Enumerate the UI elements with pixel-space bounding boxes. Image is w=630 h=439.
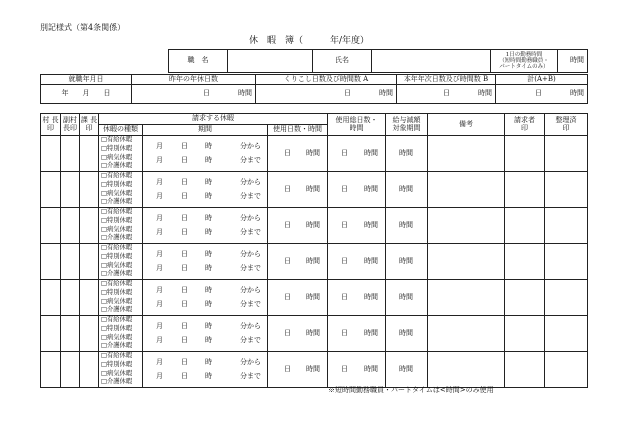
leave-type-checkbox[interactable]: □有給休暇 bbox=[101, 352, 133, 360]
period-from-text: 分から bbox=[240, 286, 261, 294]
period-from-text: 時 bbox=[205, 250, 212, 258]
record-row bbox=[41, 352, 588, 388]
period-from-text: 時 bbox=[205, 214, 212, 222]
requester-seal-cell[interactable] bbox=[505, 244, 545, 280]
salary-deduction-cell[interactable] bbox=[386, 280, 428, 316]
summary-header: 昨年の年休日数 bbox=[132, 75, 256, 85]
used-days-cell[interactable] bbox=[268, 316, 328, 352]
day-unit: 日 bbox=[284, 149, 291, 157]
period-cell[interactable] bbox=[143, 136, 268, 172]
period-from-text: 月 bbox=[156, 142, 163, 150]
used-days-cell[interactable] bbox=[268, 208, 328, 244]
deputy-chief-seal-cell[interactable] bbox=[61, 208, 80, 244]
hour-unit: 時間 bbox=[306, 293, 320, 301]
day-unit: 日 bbox=[284, 185, 291, 193]
requester-seal-cell[interactable] bbox=[505, 172, 545, 208]
period-to-text: 時 bbox=[205, 192, 212, 200]
leave-type-checkbox[interactable]: □特別休暇 bbox=[101, 288, 133, 296]
period-from-text: 分から bbox=[240, 178, 261, 186]
leave-type-checkbox[interactable]: □介護休暇 bbox=[101, 162, 133, 170]
period-to-text: 分まで bbox=[240, 336, 261, 344]
period-to-text: 時 bbox=[205, 300, 212, 308]
period-cell[interactable] bbox=[143, 244, 268, 280]
head-salary-deduction: 給与減額 対象期間 bbox=[386, 114, 428, 136]
work-hours-label: 1日の勤務時間 （短時間勤務職員・ パートタイムのみ） bbox=[491, 50, 558, 73]
leave-type-checkbox[interactable]: □介護休暇 bbox=[101, 306, 133, 314]
period-to-text: 月 bbox=[156, 228, 163, 236]
salary-deduction-cell[interactable] bbox=[386, 208, 428, 244]
note-cell[interactable] bbox=[428, 280, 505, 316]
leave-type-checkbox[interactable]: □有給休暇 bbox=[101, 316, 133, 324]
period-to-text: 分まで bbox=[240, 156, 261, 164]
processed-seal-cell[interactable] bbox=[545, 208, 588, 244]
requester-seal-cell[interactable] bbox=[505, 208, 545, 244]
day-unit: 日 bbox=[284, 365, 291, 373]
summary-header: くりこし日数及び時間数 A bbox=[256, 75, 397, 85]
leave-type-checkbox[interactable]: □介護休暇 bbox=[101, 378, 133, 386]
work-hours-field[interactable]: 時間 bbox=[558, 50, 588, 73]
total-used-cell[interactable] bbox=[328, 280, 386, 316]
summary-header: 就職年月日 bbox=[41, 75, 132, 85]
leave-type-checkbox[interactable]: □病気休暇 bbox=[101, 333, 133, 341]
total-used-cell[interactable] bbox=[328, 352, 386, 388]
hour-unit: 時間 bbox=[364, 257, 379, 265]
period-to-text: 月 bbox=[156, 372, 163, 380]
note-cell[interactable] bbox=[428, 244, 505, 280]
requester-seal-cell[interactable] bbox=[505, 316, 545, 352]
period-to-text: 月 bbox=[156, 300, 163, 308]
hour-unit: 時間 bbox=[399, 257, 414, 265]
village-chief-seal-cell[interactable] bbox=[41, 208, 61, 244]
leave-type-checkbox[interactable]: □有給休暇 bbox=[101, 280, 133, 288]
used-days-cell[interactable] bbox=[268, 136, 328, 172]
village-chief-seal-cell[interactable] bbox=[41, 316, 61, 352]
head-used: 使用日数・時間 bbox=[268, 125, 328, 136]
period-from-text: 日 bbox=[181, 286, 188, 294]
total-used-cell[interactable] bbox=[328, 136, 386, 172]
hour-unit: 時間 bbox=[399, 365, 414, 373]
staff-info-table bbox=[168, 49, 588, 73]
period-from-text: 月 bbox=[156, 286, 163, 294]
village-chief-seal-cell[interactable] bbox=[41, 172, 61, 208]
period-to-text: 月 bbox=[156, 156, 163, 164]
record-row bbox=[41, 172, 588, 208]
leave-type-checkbox[interactable]: □有給休暇 bbox=[101, 172, 133, 180]
head-deputy-chief: 副村 長印 bbox=[61, 114, 80, 136]
day-unit: 日 bbox=[341, 185, 349, 193]
period-to-text: 時 bbox=[205, 228, 212, 236]
leave-type-checkbox[interactable]: □介護休暇 bbox=[101, 198, 133, 206]
leave-type-cell[interactable] bbox=[99, 172, 143, 208]
name-label: 氏名 bbox=[313, 50, 372, 73]
leave-summary-table bbox=[40, 74, 588, 104]
record-row bbox=[41, 244, 588, 280]
leave-type-cell[interactable] bbox=[99, 316, 143, 352]
day-unit: 日 bbox=[284, 257, 291, 265]
hour-unit: 時間 bbox=[399, 329, 414, 337]
total-used-cell[interactable] bbox=[328, 244, 386, 280]
period-from-text: 月 bbox=[156, 214, 163, 222]
period-from-text: 日 bbox=[181, 142, 188, 150]
section-chief-seal-cell[interactable] bbox=[80, 280, 99, 316]
period-to-text: 日 bbox=[181, 336, 188, 344]
period-from-text: 時 bbox=[205, 142, 212, 150]
leave-type-cell[interactable] bbox=[99, 244, 143, 280]
section-chief-seal-cell[interactable] bbox=[80, 316, 99, 352]
hour-unit: 時間 bbox=[364, 329, 379, 337]
hour-unit: 時間 bbox=[306, 329, 320, 337]
period-to-text: 分まで bbox=[240, 264, 261, 272]
deputy-chief-seal-cell[interactable] bbox=[61, 136, 80, 172]
deputy-chief-seal-cell[interactable] bbox=[61, 280, 80, 316]
processed-seal-cell[interactable] bbox=[545, 172, 588, 208]
record-row bbox=[41, 316, 588, 352]
period-from-text: 月 bbox=[156, 322, 163, 330]
period-from-text: 分から bbox=[240, 250, 261, 258]
day-unit: 日 bbox=[341, 293, 349, 301]
hour-unit: 時間 bbox=[306, 257, 320, 265]
village-chief-seal-cell[interactable] bbox=[41, 244, 61, 280]
period-from-text: 時 bbox=[205, 358, 212, 366]
leave-type-cell[interactable] bbox=[99, 136, 143, 172]
leave-type-checkbox[interactable]: □有給休暇 bbox=[101, 244, 133, 252]
period-to-text: 分まで bbox=[240, 300, 261, 308]
record-row bbox=[41, 280, 588, 316]
period-from-text: 月 bbox=[156, 250, 163, 258]
hour-unit: 時間 bbox=[306, 149, 320, 157]
summary-header: 本年年次日数及び時間数 B bbox=[397, 75, 496, 85]
leave-type-cell[interactable] bbox=[99, 208, 143, 244]
note-cell[interactable] bbox=[428, 352, 505, 388]
leave-type-checkbox[interactable]: □特別休暇 bbox=[101, 324, 133, 332]
leave-type-cell[interactable] bbox=[99, 352, 143, 388]
period-to-text: 日 bbox=[181, 372, 188, 380]
salary-deduction-cell[interactable] bbox=[386, 352, 428, 388]
period-to-text: 月 bbox=[156, 192, 163, 200]
period-to-text: 日 bbox=[181, 192, 188, 200]
total-used-cell[interactable] bbox=[328, 316, 386, 352]
total-used-cell[interactable] bbox=[328, 172, 386, 208]
period-to-text: 日 bbox=[181, 156, 188, 164]
period-from-text: 分から bbox=[240, 358, 261, 366]
village-chief-seal-cell[interactable] bbox=[41, 280, 61, 316]
head-village-chief: 村 長 印 bbox=[41, 114, 61, 136]
period-from-text: 日 bbox=[181, 322, 188, 330]
head-total-used: 使用総日数・ 時間 bbox=[328, 114, 386, 136]
processed-seal-cell[interactable] bbox=[545, 352, 588, 388]
head-leave-type: 休暇の種類 bbox=[99, 125, 143, 136]
leave-type-checkbox[interactable]: □病気休暇 bbox=[101, 369, 133, 377]
salary-deduction-cell[interactable] bbox=[386, 316, 428, 352]
last-year-days-field[interactable]: 日 時間 bbox=[132, 85, 256, 104]
leave-type-checkbox[interactable]: □病気休暇 bbox=[101, 297, 133, 305]
day-unit: 日 bbox=[341, 257, 349, 265]
day-unit: 日 bbox=[341, 365, 349, 373]
deputy-chief-seal-cell[interactable] bbox=[61, 172, 80, 208]
processed-seal-cell[interactable] bbox=[545, 244, 588, 280]
processed-seal-cell[interactable] bbox=[545, 316, 588, 352]
used-days-cell[interactable] bbox=[268, 244, 328, 280]
period-from-text: 月 bbox=[156, 178, 163, 186]
requester-seal-cell[interactable] bbox=[505, 136, 545, 172]
leave-type-cell[interactable] bbox=[99, 280, 143, 316]
leave-type-checkbox[interactable]: □有給休暇 bbox=[101, 136, 133, 144]
page-title: 休 暇 簿（ 年/年度） bbox=[249, 36, 370, 46]
leave-type-checkbox[interactable]: □病気休暇 bbox=[101, 261, 133, 269]
leave-type-checkbox[interactable]: □特別休暇 bbox=[101, 360, 133, 368]
leave-type-checkbox[interactable]: □病気休暇 bbox=[101, 225, 133, 233]
period-to-text: 日 bbox=[181, 264, 188, 272]
deputy-chief-seal-cell[interactable] bbox=[61, 316, 80, 352]
total-field[interactable]: 日 時間 bbox=[496, 85, 588, 104]
form-label: 別記様式（第4条関係） bbox=[40, 23, 126, 32]
day-unit: 日 bbox=[341, 329, 349, 337]
record-row bbox=[41, 208, 588, 244]
processed-seal-cell[interactable] bbox=[545, 136, 588, 172]
footnote: ※短時間勤務職員・パートタイムは<時間>のみ使用 bbox=[328, 386, 494, 394]
leave-type-checkbox[interactable]: □病気休暇 bbox=[101, 153, 133, 161]
section-chief-seal-cell[interactable] bbox=[80, 172, 99, 208]
head-processed-seal: 整理済 印 bbox=[545, 114, 588, 136]
period-from-text: 時 bbox=[205, 322, 212, 330]
period-to-text: 日 bbox=[181, 228, 188, 236]
period-cell[interactable] bbox=[143, 208, 268, 244]
salary-deduction-cell[interactable] bbox=[386, 136, 428, 172]
period-to-text: 分まで bbox=[240, 372, 261, 380]
leave-type-checkbox[interactable]: □特別休暇 bbox=[101, 180, 133, 188]
record-row bbox=[41, 136, 588, 172]
period-from-text: 日 bbox=[181, 358, 188, 366]
day-unit: 日 bbox=[284, 293, 291, 301]
leave-type-checkbox[interactable]: □介護休暇 bbox=[101, 270, 133, 278]
section-chief-seal-cell[interactable] bbox=[80, 352, 99, 388]
hire-date-field[interactable]: 年 月 日 bbox=[41, 85, 132, 104]
hour-unit: 時間 bbox=[399, 185, 414, 193]
used-days-cell[interactable] bbox=[268, 280, 328, 316]
period-from-text: 月 bbox=[156, 358, 163, 366]
head-requester-seal: 請求者 印 bbox=[505, 114, 545, 136]
section-chief-seal-cell[interactable] bbox=[80, 244, 99, 280]
hour-unit: 時間 bbox=[306, 365, 320, 373]
period-cell[interactable] bbox=[143, 352, 268, 388]
period-to-text: 月 bbox=[156, 336, 163, 344]
carryover-field[interactable]: 日 時間 bbox=[256, 85, 397, 104]
period-to-text: 時 bbox=[205, 264, 212, 272]
hour-unit: 時間 bbox=[364, 221, 379, 229]
head-period: 期間 bbox=[143, 125, 268, 136]
village-chief-seal-cell[interactable] bbox=[41, 136, 61, 172]
period-to-text: 時 bbox=[205, 372, 212, 380]
leave-type-checkbox[interactable]: □介護休暇 bbox=[101, 234, 133, 242]
used-days-cell[interactable] bbox=[268, 172, 328, 208]
section-chief-seal-cell[interactable] bbox=[80, 136, 99, 172]
hour-unit: 時間 bbox=[364, 293, 379, 301]
period-cell[interactable] bbox=[143, 316, 268, 352]
period-from-text: 時 bbox=[205, 178, 212, 186]
head-section-chief: 課 長 印 bbox=[80, 114, 99, 136]
position-field[interactable] bbox=[228, 50, 313, 73]
period-to-text: 時 bbox=[205, 156, 212, 164]
salary-deduction-cell[interactable] bbox=[386, 172, 428, 208]
hour-unit: 時間 bbox=[399, 149, 414, 157]
note-cell[interactable] bbox=[428, 208, 505, 244]
leave-type-checkbox[interactable]: □介護休暇 bbox=[101, 342, 133, 350]
period-from-text: 分から bbox=[240, 322, 261, 330]
leave-type-checkbox[interactable]: □特別休暇 bbox=[101, 252, 133, 260]
hour-unit: 時間 bbox=[364, 365, 379, 373]
village-chief-seal-cell[interactable] bbox=[41, 352, 61, 388]
day-unit: 日 bbox=[341, 149, 349, 157]
hour-unit: 時間 bbox=[399, 293, 414, 301]
period-from-text: 日 bbox=[181, 214, 188, 222]
head-request-group: 請求する休暇 bbox=[99, 114, 328, 125]
leave-type-checkbox[interactable]: □有給休暇 bbox=[101, 208, 133, 216]
hour-unit: 時間 bbox=[364, 149, 379, 157]
hour-unit: 時間 bbox=[364, 185, 379, 193]
day-unit: 日 bbox=[284, 329, 291, 337]
period-from-text: 日 bbox=[181, 250, 188, 258]
period-from-text: 分から bbox=[240, 214, 261, 222]
head-note: 備考 bbox=[428, 114, 505, 136]
hour-unit: 時間 bbox=[399, 221, 414, 229]
used-days-cell[interactable] bbox=[268, 352, 328, 388]
note-cell[interactable] bbox=[428, 172, 505, 208]
period-to-text: 日 bbox=[181, 300, 188, 308]
requester-seal-cell[interactable] bbox=[505, 352, 545, 388]
period-from-text: 分から bbox=[240, 142, 261, 150]
requester-seal-cell[interactable] bbox=[505, 280, 545, 316]
salary-deduction-cell[interactable] bbox=[386, 244, 428, 280]
name-field[interactable] bbox=[372, 50, 491, 73]
hour-unit: 時間 bbox=[306, 221, 320, 229]
leave-record-table bbox=[40, 113, 588, 388]
processed-seal-cell[interactable] bbox=[545, 280, 588, 316]
period-to-text: 月 bbox=[156, 264, 163, 272]
leave-type-checkbox[interactable]: □特別休暇 bbox=[101, 216, 133, 224]
deputy-chief-seal-cell[interactable] bbox=[61, 352, 80, 388]
period-cell[interactable] bbox=[143, 280, 268, 316]
hour-unit: 時間 bbox=[306, 185, 320, 193]
period-from-text: 時 bbox=[205, 286, 212, 294]
total-used-cell[interactable] bbox=[328, 208, 386, 244]
period-to-text: 時 bbox=[205, 336, 212, 344]
leave-type-checkbox[interactable]: □特別休暇 bbox=[101, 144, 133, 152]
this-year-field[interactable]: 日 時間 bbox=[397, 85, 496, 104]
period-to-text: 分まで bbox=[240, 192, 261, 200]
note-cell[interactable] bbox=[428, 316, 505, 352]
summary-header: 計(A+B) bbox=[496, 75, 588, 85]
period-to-text: 分まで bbox=[240, 228, 261, 236]
section-chief-seal-cell[interactable] bbox=[80, 208, 99, 244]
leave-type-checkbox[interactable]: □病気休暇 bbox=[101, 189, 133, 197]
deputy-chief-seal-cell[interactable] bbox=[61, 244, 80, 280]
position-label: 職 名 bbox=[169, 50, 228, 73]
period-from-text: 日 bbox=[181, 178, 188, 186]
day-unit: 日 bbox=[341, 221, 349, 229]
period-cell[interactable] bbox=[143, 172, 268, 208]
day-unit: 日 bbox=[284, 221, 291, 229]
note-cell[interactable] bbox=[428, 136, 505, 172]
